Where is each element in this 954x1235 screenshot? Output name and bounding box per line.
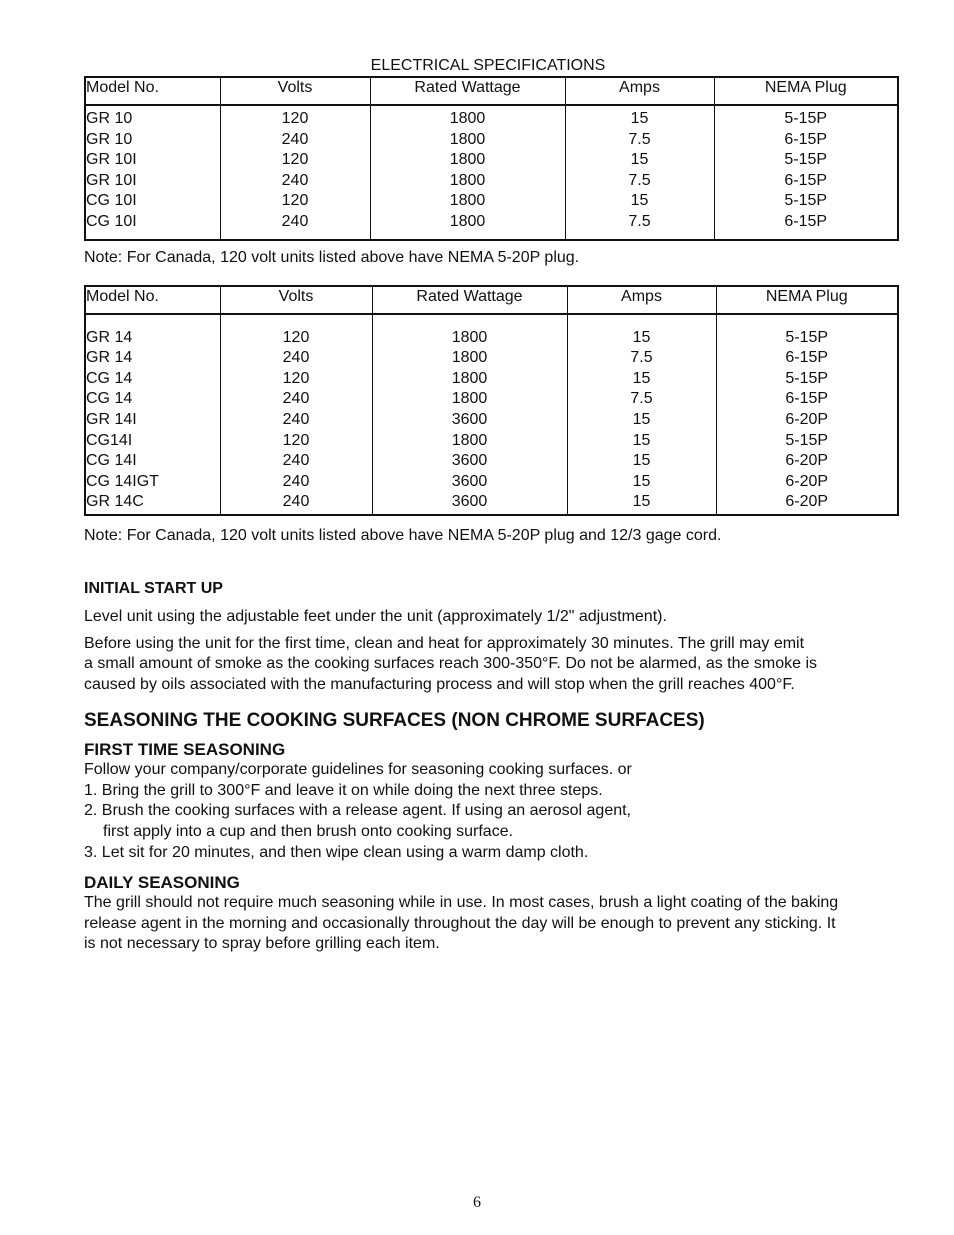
volts-column [220,105,370,240]
cell-wattage: 1800 [449,212,486,230]
volts-column [220,314,372,515]
header-volts: Volts [220,77,370,105]
cell-model: CG 14 [86,369,133,387]
cell-volts: 240 [281,171,309,189]
cell-wattage: 1800 [451,328,488,346]
wattage-column [370,105,565,240]
cell-model: CG 10I [86,192,137,210]
cell-nema-plug: 6-20P [785,410,829,428]
cell-model: GR 10I [86,171,137,189]
cell-amps: 15 [630,192,649,210]
cell-volts: 240 [282,472,310,490]
cell-volts: 240 [281,212,309,230]
cell-wattage: 1800 [451,349,488,367]
header-nema-plug: NEMA Plug [716,286,898,314]
wattage-column [372,314,567,515]
table-body [85,314,898,515]
cell-amps: 7.5 [628,171,651,189]
cell-amps: 7.5 [630,349,653,367]
table-header-row [85,286,898,314]
cell-volts: 240 [282,410,310,428]
manual-page [84,56,898,955]
cell-model: CG 14I [86,452,137,470]
paragraph-line: Follow your company/corporate guidelines for seasoning cooking surfaces. or [84,761,632,779]
cell-nema-plug: 5-15P [784,110,828,127]
cell-wattage: 3600 [451,493,488,511]
cell-model: CG 10I [86,212,137,230]
table-header-row [85,77,898,105]
cell-wattage: 1800 [451,390,488,408]
model-column [85,314,220,515]
table-caption: ELECTRICAL SPECIFICATIONS [370,57,606,74]
cell-wattage: 3600 [451,472,488,490]
nema-plug-column [714,105,898,240]
initial-start-up-heading: INITIAL START UP [84,579,223,597]
cell-amps: 15 [630,110,649,127]
cell-volts: 120 [282,431,310,449]
cell-model: GR 10 [86,130,133,148]
cell-model: GR 14 [86,328,133,346]
cell-volts: 240 [282,452,310,470]
cell-volts: 120 [282,328,310,346]
cell-amps: 15 [632,493,651,511]
cell-wattage: 1800 [449,171,486,189]
cell-nema-plug: 5-15P [785,369,829,387]
header-model: Model No. [85,77,220,105]
header-model: Model No. [85,286,220,314]
seasoning-heading: SEASONING THE COOKING SURFACES (NON CHROME SURFACES) [84,710,705,732]
cell-nema-plug: 5-15P [785,328,829,346]
table-1-note: Note: For Canada, 120 volt units listed above have NEMA 5-20P plug. [84,248,580,266]
cell-nema-plug: 6-15P [784,212,828,230]
cell-nema-plug: 6-15P [785,349,829,367]
header-rated-wattage: Rated Wattage [370,77,565,105]
header-amps: Amps [565,77,714,105]
cell-wattage: 1800 [449,192,486,210]
header-amps: Amps [567,286,716,314]
cell-volts: 120 [281,192,309,210]
cell-wattage: 1800 [449,110,486,127]
cell-wattage: 1800 [449,130,486,148]
cell-amps: 15 [632,472,651,490]
paragraph-line: Before using the unit for the first time, clean and heat for approximately 30 minutes. The grill may emit [84,634,805,652]
cell-wattage: 1800 [449,151,486,169]
cell-wattage: 1800 [451,431,488,449]
initial-start-up-text: Level unit using the adjustable feet under the unit (approximately 1/2" adjustment). [84,607,667,625]
cell-model: CG 14 [86,390,133,408]
cell-model: GR 10I [86,151,137,169]
daily-seasoning-text [84,893,898,955]
cell-wattage: 3600 [451,452,488,470]
page-number: 6 [473,1194,481,1211]
cell-amps: 15 [630,151,649,169]
paragraph-line: The grill should not require much seasoning while in use. In most cases, brush a light coating of the baking [84,894,839,912]
electrical-spec-table-1 [84,76,899,241]
table-body [85,105,898,240]
cell-model: GR 10 [86,110,133,127]
cell-amps: 7.5 [628,212,651,230]
cell-wattage: 3600 [451,410,488,428]
cell-volts: 240 [281,130,309,148]
cell-nema-plug: 6-20P [785,452,829,470]
daily-seasoning-heading: DAILY SEASONING [84,873,240,893]
cell-volts: 240 [282,390,310,408]
cell-volts: 120 [281,110,309,127]
cell-nema-plug: 5-15P [784,151,828,169]
cell-model: CG14I [86,431,133,449]
nema-plug-column [716,314,898,515]
cell-amps: 15 [632,431,651,449]
cell-nema-plug: 5-15P [785,431,829,449]
step-2-continued: first apply into a cup and then brush onto cooking surface. [103,823,514,841]
cell-model: CG 14IGT [86,472,159,490]
cell-nema-plug: 6-15P [784,130,828,148]
cell-volts: 120 [281,151,309,169]
header-rated-wattage: Rated Wattage [372,286,567,314]
cell-amps: 15 [632,452,651,470]
paragraph-line: caused by oils associated with the manufacturing process and will stop when the grill reaches 400°F. [84,675,795,693]
cell-volts: 240 [282,349,310,367]
cell-wattage: 1800 [451,369,488,387]
header-nema-plug: NEMA Plug [714,77,898,105]
electrical-spec-table-2 [84,285,899,516]
amps-column [567,314,716,515]
cell-amps: 15 [632,369,651,387]
cell-nema-plug: 6-20P [785,493,829,511]
cell-volts: 240 [282,493,310,511]
cell-nema-plug: 6-20P [785,472,829,490]
cell-nema-plug: 6-15P [784,171,828,189]
step-3: 3. Let sit for 20 minutes, and then wipe clean using a warm damp cloth. [84,843,589,861]
first-time-seasoning-heading: FIRST TIME SEASONING [84,740,286,760]
cell-nema-plug: 6-15P [785,390,829,408]
paragraph-line: a small amount of smoke as the cooking surfaces reach 300-350°F. Do not be alarmed, as the smoke is [84,655,817,673]
cell-amps: 7.5 [630,390,653,408]
table-2-note: Note: For Canada, 120 volt units listed above have NEMA 5-20P plug and 12/3 gage cord. [84,526,722,544]
cell-model: GR 14 [86,349,133,367]
step-2: 2. Brush the cooking surfaces with a release agent. If using an aerosol agent, [84,802,631,820]
paragraph-line: is not necessary to spray before grilling each item. [84,935,440,953]
cell-model: GR 14C [86,493,144,511]
step-1: 1. Bring the grill to 300°F and leave it on while doing the next three steps. [84,781,603,799]
amps-column [565,105,714,240]
initial-start-up-paragraph [84,634,898,696]
cell-volts: 120 [282,369,310,387]
cell-nema-plug: 5-15P [784,192,828,210]
cell-amps: 15 [632,328,651,346]
cell-amps: 15 [632,410,651,428]
cell-model: GR 14I [86,410,137,428]
model-column [85,105,220,240]
first-time-seasoning-text [84,760,898,863]
header-volts: Volts [220,286,372,314]
paragraph-line: release agent in the morning and occasionally throughout the day will be enough to prevent any sticking. It [84,914,836,932]
cell-amps: 7.5 [628,130,651,148]
